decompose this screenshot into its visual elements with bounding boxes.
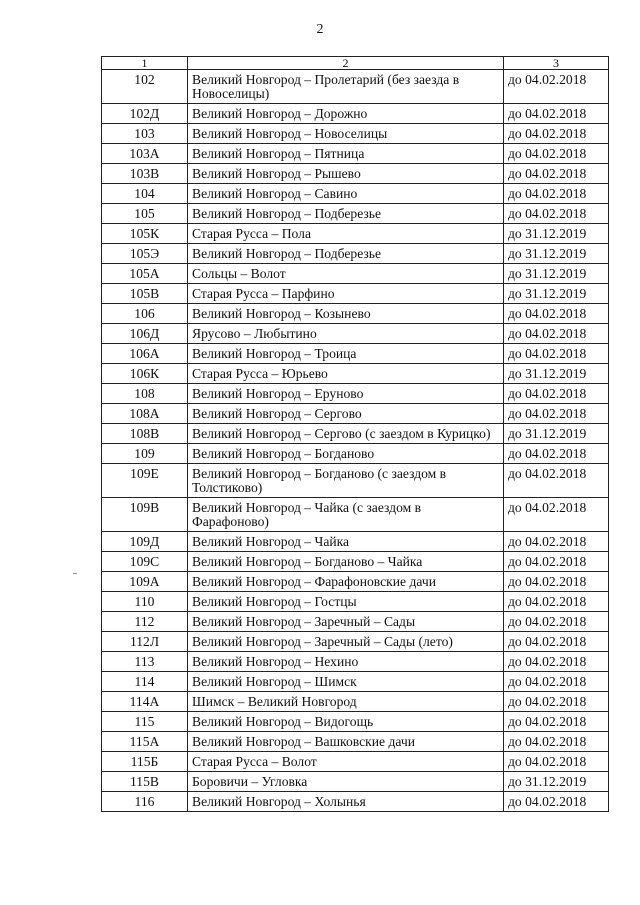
validity-date-cell: до 04.02.2018: [504, 732, 609, 752]
table-row: [102, 124, 609, 144]
validity-date-cell: до 31.12.2019: [504, 244, 609, 264]
validity-date-cell: до 04.02.2018: [504, 498, 609, 532]
validity-date-cell: до 31.12.2019: [504, 264, 609, 284]
validity-date-cell: до 31.12.2019: [504, 284, 609, 304]
route-name-cell: Великий Новгород – Сергово: [188, 404, 504, 424]
table-row: [102, 104, 609, 124]
validity-date-cell: до 04.02.2018: [504, 144, 609, 164]
route-number-cell: 108В: [102, 424, 188, 444]
validity-date-cell: до 04.02.2018: [504, 792, 609, 812]
route-number-cell: 105А: [102, 264, 188, 284]
route-name-cell: Великий Новгород – Козынево: [188, 304, 504, 324]
routes-table: [101, 56, 609, 812]
table-row: [102, 532, 609, 552]
route-name-cell: Великий Новгород – Подберезье: [188, 204, 504, 224]
route-name-cell: Старая Русса – Пола: [188, 224, 504, 244]
table-header-row: [102, 57, 609, 70]
validity-date-cell: до 04.02.2018: [504, 204, 609, 224]
table-row: [102, 224, 609, 244]
validity-date-cell: до 04.02.2018: [504, 692, 609, 712]
validity-date-cell: до 04.02.2018: [504, 552, 609, 572]
table-row: [102, 444, 609, 464]
route-number-cell: 106А: [102, 344, 188, 364]
route-name-cell: Великий Новгород – Нехино: [188, 652, 504, 672]
validity-date-cell: до 04.02.2018: [504, 184, 609, 204]
route-name-cell: Великий Новгород – Савино: [188, 184, 504, 204]
table-row: [102, 464, 609, 498]
route-name-cell: Старая Русса – Юрьево: [188, 364, 504, 384]
route-name-cell: Великий Новгород – Троица: [188, 344, 504, 364]
route-number-cell: 103А: [102, 144, 188, 164]
route-name-cell: Великий Новгород – Шимск: [188, 672, 504, 692]
table-row: [102, 164, 609, 184]
column-header-date: 3: [504, 57, 609, 70]
table-row: [102, 612, 609, 632]
route-name-cell: Великий Новгород – Видогощь: [188, 712, 504, 732]
validity-date-cell: до 04.02.2018: [504, 464, 609, 498]
table-row: [102, 592, 609, 612]
validity-date-cell: до 31.12.2019: [504, 224, 609, 244]
validity-date-cell: до 04.02.2018: [504, 612, 609, 632]
table-row: [102, 712, 609, 732]
validity-date-cell: до 31.12.2019: [504, 364, 609, 384]
route-number-cell: 112: [102, 612, 188, 632]
validity-date-cell: до 04.02.2018: [504, 672, 609, 692]
route-name-cell: Великий Новгород – Подберезье: [188, 244, 504, 264]
table-row: [102, 184, 609, 204]
table-row: [102, 498, 609, 532]
route-number-cell: 108: [102, 384, 188, 404]
route-name-cell: Великий Новгород – Гостцы: [188, 592, 504, 612]
table-row: [102, 404, 609, 424]
route-name-cell: Великий Новгород – Вашковские дачи: [188, 732, 504, 752]
table-row: [102, 424, 609, 444]
route-name-cell: Великий Новгород – Пролетарий (без заезда в Новоселицы): [188, 70, 504, 104]
validity-date-cell: до 04.02.2018: [504, 592, 609, 612]
validity-date-cell: до 04.02.2018: [504, 444, 609, 464]
route-number-cell: 109: [102, 444, 188, 464]
table-row: [102, 364, 609, 384]
route-name-cell: Великий Новгород – Холынья: [188, 792, 504, 812]
route-name-cell: Великий Новгород – Сергово (с заездом в Курицко): [188, 424, 504, 444]
route-number-cell: 114А: [102, 692, 188, 712]
route-number-cell: 102Д: [102, 104, 188, 124]
table-row: [102, 324, 609, 344]
route-name-cell: Великий Новгород – Фарафоновские дачи: [188, 572, 504, 592]
route-number-cell: 110: [102, 592, 188, 612]
table-row: [102, 732, 609, 752]
table-row: [102, 384, 609, 404]
route-name-cell: Великий Новгород – Чайка (с заездом в Фарафоново): [188, 498, 504, 532]
column-header-route: 2: [188, 57, 504, 70]
route-name-cell: Великий Новгород – Богданово – Чайка: [188, 552, 504, 572]
route-number-cell: 106Д: [102, 324, 188, 344]
validity-date-cell: до 04.02.2018: [504, 324, 609, 344]
table-row: [102, 572, 609, 592]
route-number-cell: 103В: [102, 164, 188, 184]
validity-date-cell: до 04.02.2018: [504, 124, 609, 144]
route-number-cell: 109В: [102, 498, 188, 532]
validity-date-cell: до 04.02.2018: [504, 572, 609, 592]
route-number-cell: 109Е: [102, 464, 188, 498]
route-number-cell: 105: [102, 204, 188, 224]
route-number-cell: 115Б: [102, 752, 188, 772]
route-number-cell: 115В: [102, 772, 188, 792]
validity-date-cell: до 04.02.2018: [504, 304, 609, 324]
table-row: [102, 692, 609, 712]
validity-date-cell: до 04.02.2018: [504, 752, 609, 772]
route-number-cell: 112Л: [102, 632, 188, 652]
table-row: [102, 552, 609, 572]
route-number-cell: 108А: [102, 404, 188, 424]
validity-date-cell: до 31.12.2019: [504, 772, 609, 792]
table-row: [102, 70, 609, 104]
validity-date-cell: до 04.02.2018: [504, 712, 609, 732]
route-name-cell: Сольцы – Волот: [188, 264, 504, 284]
table-row: [102, 244, 609, 264]
route-number-cell: 105В: [102, 284, 188, 304]
table-row: [102, 284, 609, 304]
table-row: [102, 204, 609, 224]
route-number-cell: 115А: [102, 732, 188, 752]
route-name-cell: Великий Новгород – Чайка: [188, 532, 504, 552]
route-name-cell: Великий Новгород – Богданово: [188, 444, 504, 464]
route-name-cell: Ярусово – Любытино: [188, 324, 504, 344]
route-number-cell: 102: [102, 70, 188, 104]
table-row: [102, 304, 609, 324]
route-name-cell: Великий Новгород – Заречный – Сады: [188, 612, 504, 632]
table-row: [102, 144, 609, 164]
validity-date-cell: до 04.02.2018: [504, 652, 609, 672]
route-name-cell: Шимск – Великий Новгород: [188, 692, 504, 712]
route-name-cell: Великий Новгород – Еруново: [188, 384, 504, 404]
validity-date-cell: до 04.02.2018: [504, 384, 609, 404]
margin-mark: [73, 573, 77, 574]
table-row: [102, 652, 609, 672]
table-row: [102, 632, 609, 652]
route-number-cell: 106К: [102, 364, 188, 384]
validity-date-cell: до 04.02.2018: [504, 104, 609, 124]
route-name-cell: Боровичи – Угловка: [188, 772, 504, 792]
route-name-cell: Старая Русса – Парфино: [188, 284, 504, 304]
route-name-cell: Великий Новгород – Заречный – Сады (лето): [188, 632, 504, 652]
table-row: [102, 772, 609, 792]
validity-date-cell: до 31.12.2019: [504, 424, 609, 444]
table-row: [102, 672, 609, 692]
validity-date-cell: до 04.02.2018: [504, 532, 609, 552]
column-header-number: 1: [102, 57, 188, 70]
route-name-cell: Старая Русса – Волот: [188, 752, 504, 772]
route-number-cell: 104: [102, 184, 188, 204]
route-number-cell: 113: [102, 652, 188, 672]
route-number-cell: 105Э: [102, 244, 188, 264]
route-number-cell: 109Д: [102, 532, 188, 552]
table-row: [102, 752, 609, 772]
route-number-cell: 109С: [102, 552, 188, 572]
validity-date-cell: до 04.02.2018: [504, 632, 609, 652]
validity-date-cell: до 04.02.2018: [504, 404, 609, 424]
route-number-cell: 115: [102, 712, 188, 732]
route-name-cell: Великий Новгород – Новоселицы: [188, 124, 504, 144]
validity-date-cell: до 04.02.2018: [504, 164, 609, 184]
route-number-cell: 106: [102, 304, 188, 324]
route-name-cell: Великий Новгород – Пятница: [188, 144, 504, 164]
route-number-cell: 114: [102, 672, 188, 692]
route-number-cell: 116: [102, 792, 188, 812]
table-row: [102, 264, 609, 284]
route-name-cell: Великий Новгород – Дорожно: [188, 104, 504, 124]
table-row: [102, 792, 609, 812]
validity-date-cell: до 04.02.2018: [504, 70, 609, 104]
validity-date-cell: до 04.02.2018: [504, 344, 609, 364]
route-name-cell: Великий Новгород – Рышево: [188, 164, 504, 184]
route-number-cell: 103: [102, 124, 188, 144]
route-name-cell: Великий Новгород – Богданово (с заездом в Толстиково): [188, 464, 504, 498]
route-number-cell: 105К: [102, 224, 188, 244]
route-number-cell: 109А: [102, 572, 188, 592]
page-number: 2: [316, 22, 324, 37]
table-row: [102, 344, 609, 364]
